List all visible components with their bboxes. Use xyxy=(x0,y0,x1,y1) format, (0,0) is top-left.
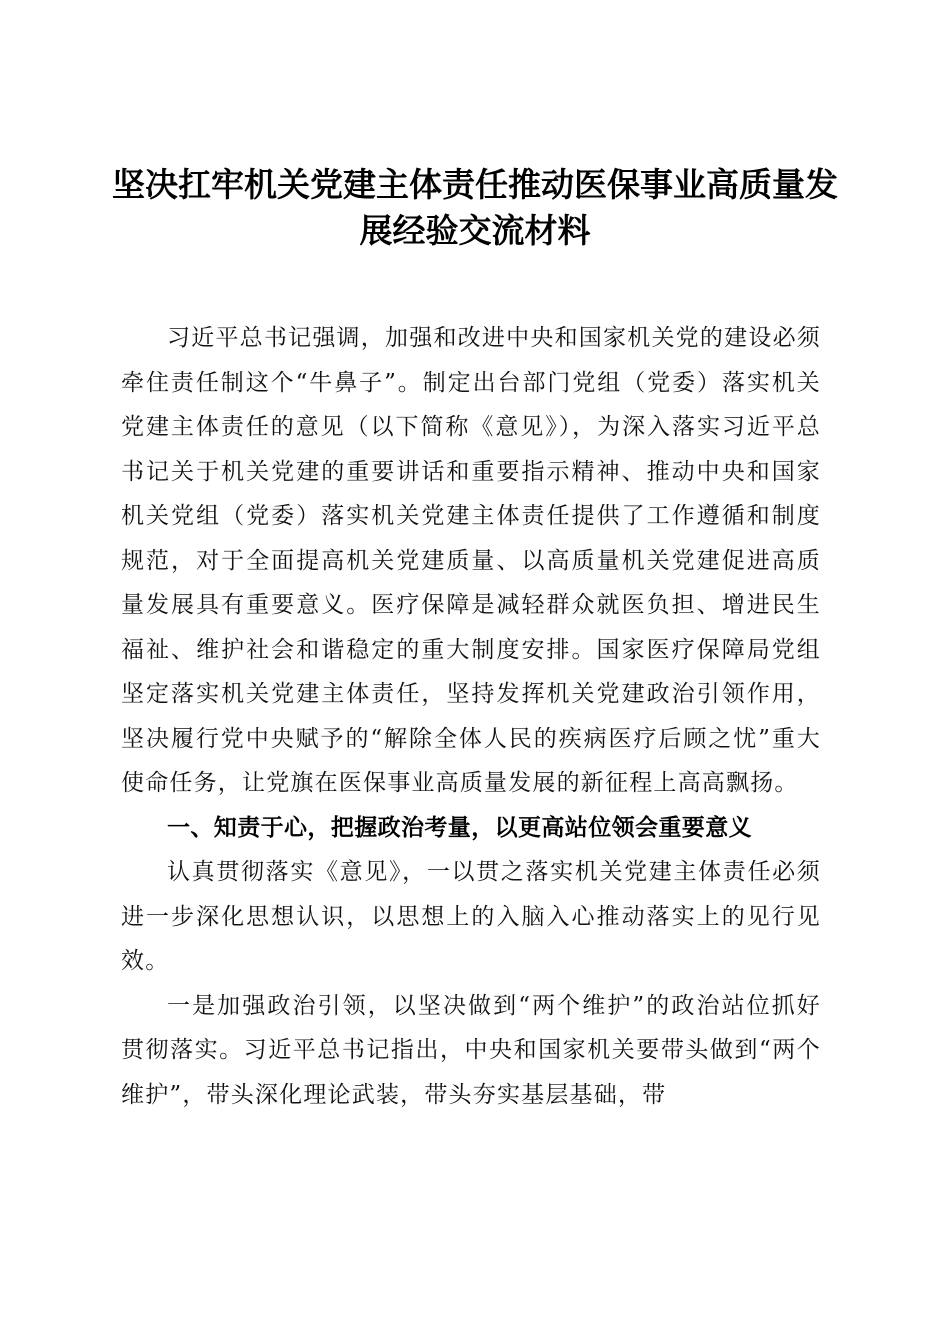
section-paragraph: 认真贯彻落实《意见》，一以贯之落实机关党建主体责任必须进一步深化思想认识，以思想上的入脑入心推动落实上的见行见效。 xyxy=(121,859,821,974)
intro-paragraph: 习近平总书记强调，加强和改进中央和国家机关党的建设必须牵住责任制这个“牛鼻子”。制定出台部门党组（党委）落实机关党建主体责任的意见（以下简称《意见》），为深入落实习近平总书记关于机关党建的重要讲话和重要指示精神、推动中央和国家机关党组（党委）落实机关党建主体责任提供了工作遵循和制度规范，对于全面提高机关党建质量、以高质量机关党建促进高质量发展具有重要意义。医疗保障是减轻群众就医负担、增进民生福祉、维护社会和谐稳定的重大制度安排。国家医疗保障局党组坚定落实机关党建主体责任，坚持发挥机关党建政治引领作用，坚决履行党中央赋予的“解除全体人民的疾病医疗后顾之忧”重大使命任务，让党旗在医保事业高质量发展的新征程上高高飘扬。 xyxy=(121,325,821,796)
document-body xyxy=(121,316,821,1117)
section-heading: 一、知责于心，把握政治考量，以更高站位领会重要意义 xyxy=(167,814,752,841)
section-paragraph: 一是加强政治引领，以坚决做到“两个维护”的政治站位抓好贯彻落实。习近平总书记指出，中央和国家机关要带头做到“两个维护”，带头深化理论武装，带头夯实基层基础，带 xyxy=(121,992,821,1108)
document-title: 坚决扛牢机关党建主体责任推动医保事业高质量发展经验交流材料 xyxy=(112,165,838,250)
